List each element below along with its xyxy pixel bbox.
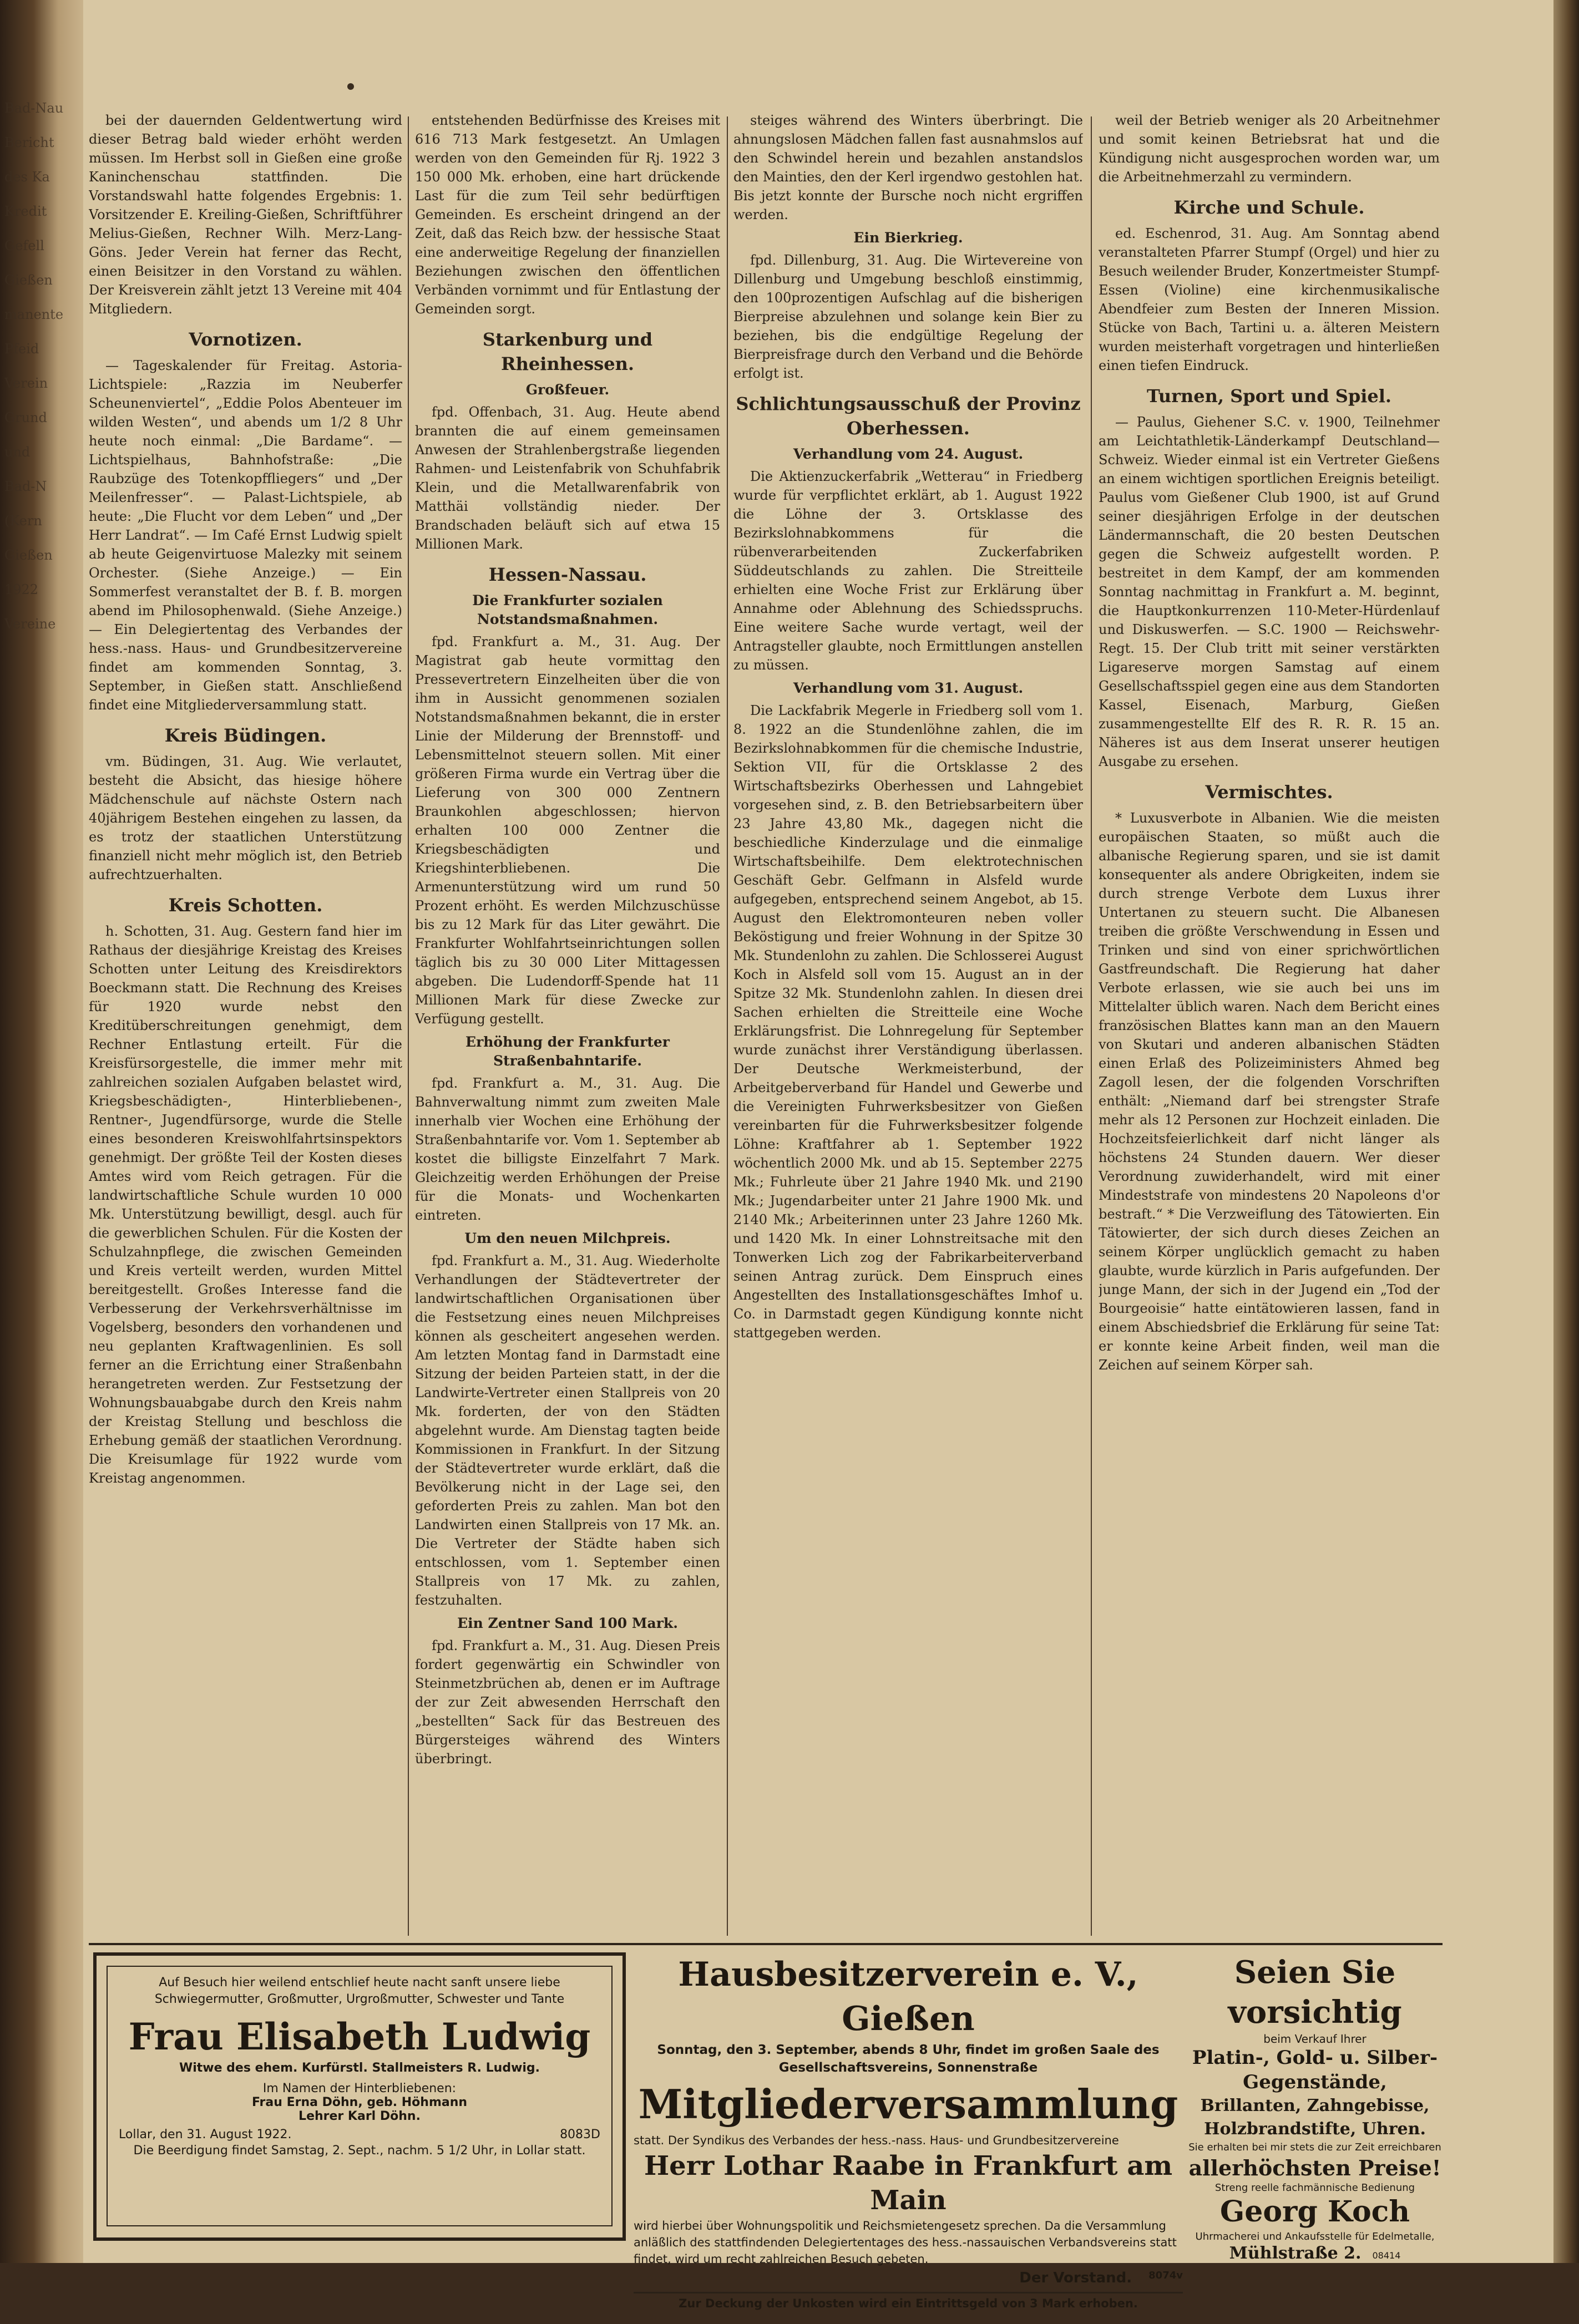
column-4 bbox=[1099, 111, 1440, 1936]
section-heading: Kreis Schotten. bbox=[168, 895, 323, 916]
funeral-note: Die Beerdigung findet Samstag, 2. Sept., nachm. 5 1/2 Uhr, in Lollar statt. bbox=[133, 2144, 586, 2158]
section-heading: Starkenburg und Rheinhessen. bbox=[482, 329, 653, 374]
section-heading: Vermischtes. bbox=[1205, 782, 1333, 803]
signature: Der Vorstand. bbox=[1019, 2270, 1132, 2286]
column-rule bbox=[408, 116, 409, 1936]
mourners-label: Im Namen der Hinterbliebenen: bbox=[262, 2082, 457, 2095]
ad-items: Platin-, Gold- u. Silber-Gegenstände, bbox=[1192, 2047, 1438, 2093]
article-text: fpd. Frankfurt a. M., 31. Aug. Der Magistrat gab heute vormittag den Pressevertretern Einzelheiten über die von ihm in Aussicht genommenen sozialen Notstandsmaßnahmen bekannt, die in erster Linie der Milderung der Brennstoff- und Lebensmittelnot steuern sollen. Mit einer größeren Firma wurde ein Vertrag über die Lieferung von 300 000 Zentnern Braunkohlen abgeschlossen; hiervon erhalten 100 000 Zentner die Kriegsbeschädigten und Kriegshinterbliebenen. Die Armenunterstützung wird um rund 50 Prozent erhöht. Es werden Milchzuschüsse bis zu 12 Mark für das Liter gewährt. Die Frankfurter Wohlfahrtseinrichtungen sollen täglich bis zu 30 000 Liter Mittagessen abgeben. Die Ludendorff-Spende hat 11 Millionen Mark für diese Zwecke zur Verfügung gestellt. bbox=[415, 634, 720, 1027]
meeting-title: Mitgliederversammlung bbox=[638, 2081, 1178, 2128]
ad-text: beim Verkauf Ihrer bbox=[1263, 2032, 1367, 2046]
article-text: steiges während des Winters überbringt. Die ahnungslosen Mädchen fallen fast ausnahmslos auf den Schwindel herein und bezahlen anstandslos den Mainties, den der Kerl irgendwo gestohlen hat. Bis jetzt konnte der Bursche noch nicht ergriffen werden. bbox=[733, 113, 1083, 222]
article-title: Die Frankfurter sozialen Notstandsmaßnahmen. bbox=[472, 592, 663, 627]
article-text: h. Schotten, 31. Aug. Gestern fand hier im Rathaus der diesjährige Kreistag des Kreises Schotten unter Leitung des Kreisdirektors Boeckmann statt. Die Rechnung des Kreises für 1920 wurde nebst den Kreditüberschreitungen genehmigt, dem Rechner Entlastung erteilt. Für die Kreisfürsorgestelle, die immer mehr mit zahlreichen sozialen Aufgaben belastet wird, Kriegsbeschädigten-, Hinterbliebenen-, Rentner-, Jugendfürsorge, wurde die Stelle eines besonderen Kreiswohlfahrtsinspektors genehmigt. Der größte Teil der Kosten dieses Amtes wird vom Reich getragen. Für die landwirtschaftliche Schule wurden 10 000 Mk. Unterstützung bewilligt, desgl. auch für die gewerblichen Schulen. Für die Kosten der Schulzahnpflege, die zwischen Gemeinden und Kreis verteilt werden, wurden Mittel bereitgestellt. Großes Interesse fand die Verbesserung der Verkehrsverhältnisse im Vogelsberg, besonders den vorhandenen und neu geplanten Kraftwagenlinien. Es soll ferner an die Errichtung einer Straßenbahn herangetreten werden. Zur Festsetzung der Wohnungsbauabgabe durch den Kreis nahm der Kreistag Stellung und beschloss die Erhebung gemäß der staatlichen Verordnung. Die Kreisumlage für 1922 wurde vom Kreistag angenommen. bbox=[89, 923, 402, 1486]
article-title: Um den neuen Milchpreis. bbox=[464, 1230, 671, 1246]
adjacent-page-fragments: Bad-Nau Bericht des Ka Kredit Gefell Gießen manente Pfeid Verein Grund und Bad-N (Kern Gießen 1922 Vereine bbox=[4, 100, 64, 632]
article-text: * Luxusverbote in Albanien. Wie die meisten europäischen Staaten, so müßt auch die albanische Regierung sparen, und sie ist damit konsequenter als andere Obrigkeiten, indem sie durch strenge Verbote dem Luxus ihrer Untertanen zu steuern sucht. Die Albanesen treiben die größte Verschwendung in Essen und Trinken und sind von einer sprichwörtlichen Gastfreundschaft. Die Regierung hat daher Verbote erlassen, wie sie auch bei uns im Mittelalter üblich waren. Nach dem Bericht eines französischen Blattes kann man an den Mauern von Skutari und anderen albanischen Städten einen Erlaß des Polizeiministers Ahmed beg Zagoll lesen, der die folgenden Vorschriften enthält: „Niemand darf bei strengster Strafe mehr als 12 Personen zur Hochzeit einladen. Die Hochzeitsfeierlichkeit darf nicht länger als höchstens 24 Stunden dauern. Wer dieser Verordnung zuwiderhandelt, wird mit einer Mindeststrafe von mindestens 20 Napoleons d'or bestraft.“ * Die Verzweiflung des Tätowierten. Ein Tätowierter, der sich durch dieses Zeichen an seinem Körper unglücklich gemacht zu haben glaubte, wurde kürzlich in Paris aufgefunden. Der junge Mann, der sich in der Jugend ein „Tod der Bourgeoisie“ hatte eintätowieren lassen, fand in einem Abschiedsbrief die Erklärung für seine Tat: er konnte keine Arbeit finden, weil man die Zeichen auf seinem Körper sah. bbox=[1099, 810, 1440, 1373]
binding-hole bbox=[347, 83, 354, 90]
ads-divider bbox=[89, 1943, 1443, 1945]
section-heading: Vornotizen. bbox=[189, 329, 302, 350]
article-text: Die Aktienzuckerfabrik „Wetterau“ in Friedberg wurde für verpflichtet erklärt, ab 1. August 1922 die Löhne der 3. Ortsklasse des Bezirkslohnabkommens für die rübenverarbeitenden Zuckerfabriken Süddeutschlands zu zahlen. Die Streitteile erhielten eine Woche Frist zur Erklärung über Annahme oder Ablehnung des Schiedsspruchs. Eine weitere Sache wurde vertagt, weil der Antragsteller glaubte, noch Ermittlungen anstellen zu müssen. bbox=[733, 469, 1083, 673]
obituary-ad bbox=[93, 1952, 626, 2241]
column-1 bbox=[89, 111, 402, 1936]
column-rule bbox=[1091, 116, 1092, 1936]
koch-ad bbox=[1187, 1952, 1443, 2313]
meeting-details: Sonntag, den 3. September, abends 8 Uhr, findet im großen Saale des Gesellschaftsvereins, Sonnenstraße bbox=[657, 2043, 1160, 2075]
association-title: Hausbesitzerverein e. V., Gießen bbox=[678, 1955, 1138, 2038]
article-title: Ein Bierkrieg. bbox=[853, 230, 963, 246]
article-title: Verhandlung vom 31. August. bbox=[793, 680, 1024, 696]
shop-address: Mühlstraße 2. bbox=[1229, 2244, 1362, 2263]
shop-name: Georg Koch bbox=[1219, 2195, 1410, 2229]
article-title: Erhöhung der Frankfurter Straßenbahntarife. bbox=[465, 1034, 670, 1069]
article-text: fpd. Frankfurt a. M., 31. Aug. Die Bahnverwaltung nimmt zum zweiten Male innerhalb vier Wochen eine Erhöhung der Straßenbahntarife vor. Vom 1. September ab kostet die billigste Einzelfahrt 7 Mark. Gleichzeitig werden Erhöhungen der Preise für die Monats- und Wochenkarten eintreten. bbox=[415, 1075, 720, 1223]
article-text: fpd. Dillenburg, 31. Aug. Die Wirtevereine von Dillenburg und Umgebung beschloß einstimmig, den 100prozentigen Aufschlag auf die bisherigen Bierpreise abzulehnen und solange kein Bier zu beziehen, bis die endgültige Regelung der Bierpreisfrage durch den Verband und die Behörde erfolgt ist. bbox=[733, 252, 1083, 381]
article-title: Ein Zentner Sand 100 Mark. bbox=[457, 1615, 678, 1631]
mourner-2: Lehrer Karl Döhn. bbox=[298, 2109, 421, 2123]
section-heading: Schlichtungsausschuß der Provinz Oberhessen. bbox=[736, 393, 1081, 439]
section-heading: Hessen-Nassau. bbox=[488, 564, 647, 585]
column-3 bbox=[733, 111, 1083, 1936]
meeting-topic: wird hierbei über Wohnungspolitik und Reichsmietengesetz sprechen. Da die Versammlung anläßlich des stattfindenden Delegiertentages des hess.-nassauischen Verbandsvereins statt findet, wird um recht zahlreichen Besuch gebeten. bbox=[634, 2219, 1177, 2266]
article-text: weil der Betrieb weniger als 20 Arbeitnehmer und somit keinen Betriebsrat hat und die Kündigung nicht ausgesprochen worden war, um die Arbeitnehmerzahl zu vermindern. bbox=[1099, 113, 1440, 185]
section-heading: Kirche und Schule. bbox=[1173, 197, 1365, 218]
page-edge bbox=[1553, 0, 1579, 2263]
article-text: fpd. Offenbach, 31. Aug. Heute abend brannten die auf einem gemeinsamen Anwesen der Strahlenbergstraße liegenden Rahmen- und Leistenfabrik von Schuhfabrik Klein, und die Metallwarenfabrik von Matthäi vollständig nieder. Der Brandschaden beläuft sich auf etwa 15 Millionen Mark. bbox=[415, 404, 720, 552]
article-title: Verhandlung vom 24. August. bbox=[793, 446, 1024, 462]
section-heading: Turnen, Sport und Spiel. bbox=[1146, 385, 1392, 407]
ad-code: 08414 bbox=[1372, 2250, 1401, 2261]
article-text: — Paulus, Giehener S.C. v. 1900, Teilnehmer am Leichtathletik-Länderkampf Deutschland—Schweiz. Wieder einmal ist ein Vertreter Gießens an einem wichtigen sportlichen Ereignis beteiligt. Paulus vom Gießener Club 1900, ist auf Grund seiner diesjährigen Erfolge in der deutschen Ländermannschaft, die 20 besten Deutschen gegen die Schweiz aufgestellt worden. P. bestreitet in dem Kampf, der am kommenden Sonntag nachmittag in Frankfurt a. M. beginnt, die Hauptkonkurrenzen 110-Meter-Hürdenlauf und Diskuswerfen. — S.C. 1900 — Reichswehr-Regt. 15. Der Club tritt mit seiner verstärkten Ligareserve morgen Samstag auf einem Gesellschaftsspiel gegen eine aus dem Standorten Kassel, Eisenach, Marburg, Gießen zusammengestellte Elf des R. R. R. 15 an. Näheres ist aus dem Inserat unserer heutigen Ausgabe zu ersehen. bbox=[1099, 414, 1440, 769]
article-text: fpd. Frankfurt a. M., 31. Aug. Wiederholte Verhandlungen der Städtevertreter der landwirtschaftlichen Organisationen über die Festsetzung eines neuen Milchpreises können als gescheitert angesehen werden. Am letzten Montag fand in Darmstadt eine Sitzung der beiden Parteien statt, in der die Landwirte-Vertreter einen Stallpreis von 20 Mk. forderten, der von den Städten abgelehnt wurde. Am Dienstag tagten beide Kommissionen in Frankfurt. In der Sitzung der Städtevertreter wurde erklärt, daß die Bevölkerung nicht in der Lage sei, den geforderten Preis zu zahlen. Man bot den Landwirten einen Stallpreis von 17 Mk. an. Die Vertreter der Städte haben sich entschlossen, vom 1. September einen Stallpreis von 17 Mk. zu zahlen, festzuhalten. bbox=[415, 1253, 720, 1608]
adjacent-page-margin bbox=[0, 0, 83, 2263]
hausbesitzer-ad bbox=[634, 1952, 1183, 2324]
ad-text: Sie erhalten bei mir stets die zur Zeit erreichbaren bbox=[1188, 2142, 1441, 2153]
column-2 bbox=[415, 111, 720, 1936]
section-heading: Kreis Büdingen. bbox=[164, 725, 327, 746]
ad-items: Brillanten, Zahngebisse, Holzbrandstifte, Uhren. bbox=[1200, 2096, 1430, 2139]
article-title: Großfeuer. bbox=[525, 382, 610, 398]
column-rule bbox=[727, 116, 728, 1936]
ad-code: 8074v bbox=[1148, 2270, 1183, 2281]
article-text: fpd. Frankfurt a. M., 31. Aug. Diesen Preis fordert gegenwärtig ein Schwindler von Steinmetzbrüchen ab, denen er im Auftrage der zur Zeit abwesenden Herrschaft den „bestellten“ Sack für das Bestreuen des Bürgersteiges während des Winters überbringt. bbox=[415, 1638, 720, 1767]
ad-text: Streng reelle fachmännische Bedienung bbox=[1214, 2182, 1415, 2194]
article-text: — Tageskalender für Freitag. Astoria-Lichtspiele: „Razzia im Neuberfer Scheunenviertel“, „Eddie Polos Abenteuer im wilden Westen“, und abends um 1/2 8 Uhr heute noch einmal: „Die Bardame“. — Lichtspielhaus, Bahnhofstraße: „Die Raubzüge des Totenkopffliegers“ und „Der Meilenfresser“. — Palast-Lichtspiele, ab heute: „Die Flucht vor dem Leben“ und „Der Herr Landrat“. — Im Café Ernst Ludwig spielt ab heute Geigenvirtuose Malezky mit seinem Orchester. (Siehe Anzeige.) — Ein Sommerfest veranstaltet der B. f. B. morgen abend im Philosophenwald. (Siehe Anzeige.) — Ein Delegiertentag des Verbandes der hess.-nass. Haus- und Grundbesitzervereine findet am kommenden Sonntag, 3. September, in Gießen statt. Anschließend findet eine Mitgliederversammlung statt. bbox=[89, 358, 402, 713]
ad-code: 8083D bbox=[560, 2128, 600, 2142]
meeting-text: statt. Der Syndikus des Verbandes der hess.-nass. Haus- und Grundbesitzervereine bbox=[634, 2134, 1119, 2147]
obituary-intro: Auf Besuch hier weilend entschlief heute nacht sanft unsere liebe Schwiegermutter, Großmutter, Urgroßmutter, Schwester und Tante bbox=[154, 1976, 565, 2006]
article-text: vm. Büdingen, 31. Aug. Wie verlautet, besteht die Absicht, das hiesige höhere Mädchenschule auf nächste Ostern nach 40jährigem Bestehen eingehen zu lassen, da es trotz der staatlichen Unterstützung finanziell nicht mehr möglich ist, den Betrieb aufrechtzuerhalten. bbox=[89, 754, 402, 882]
article-text: bei der dauernden Geldentwertung wird dieser Betrag bald wieder erhöht werden müssen. Im Herbst soll in Gießen eine große Kaninchenschau stattfinden. Die Vorstandswahl hatte folgendes Ergebnis: 1. Vorsitzender E. Kreiling-Gießen, Schriftführer Melius-Gießen, Rechner Wilh. Merz-Lang-Göns. Jeder Verein hat ferner das Recht, einen Beisitzer in den Vorstand zu wählen. Der Kreisverein zählt jetzt 13 Vereine mit 404 Mitgliedern. bbox=[89, 113, 402, 317]
article-text: entstehenden Bedürfnisse des Kreises mit 616 713 Mark festgesetzt. An Umlagen werden von den Gemeinden für Rj. 1922 3 150 000 Mk. erhoben, eine hart drückende Last für die zum Teil sehr bedürftigen Gemeinden. Es erscheint dringend an der Zeit, daß das Reich bzw. der hessische Staat eine anderweitige Regelung der finanziellen Beziehungen zwischen den öffentlichen Verbänden vornimmt und für Entlastung der Gemeinden sorgt. bbox=[415, 113, 720, 317]
ad-slogan: allerhöchsten Preise! bbox=[1188, 2155, 1441, 2180]
mourner-1: Frau Erna Döhn, geb. Höhmann bbox=[251, 2095, 468, 2109]
place-date: Lollar, den 31. August 1922. bbox=[119, 2128, 292, 2142]
obituary-name: Frau Elisabeth Ludwig bbox=[128, 2015, 591, 2058]
ad-headline: Seien Sie vorsichtig bbox=[1228, 1954, 1402, 2031]
ad-text: Uhrmacherei und Ankaufsstelle für Edelmetalle, bbox=[1195, 2231, 1435, 2242]
article-text: ed. Eschenrod, 31. Aug. Am Sonntag abend veranstalteten Pfarrer Stumpf (Orgel) und hier zu Besuch weilender Bruder, Konzertmeister Stumpf-Essen (Violine) eine kirchenmusikalische Abendfeier zum Besten der Inneren Mission. Stücke von Bach, Tartini u. a. älteren Meistern wurden meisterhaft vorgetragen und hinterließen einen tiefen Eindruck. bbox=[1099, 226, 1440, 373]
speaker-name: Herr Lothar Raabe in Frankfurt am Main bbox=[644, 2150, 1173, 2216]
article-text: Die Lackfabrik Megerle in Friedberg soll vom 1. 8. 1922 an die Stundenlöhne zahlen, die im Bezirkslohnabkommen für die chemische Industrie, Sektion VII, für die Ortsklasse 2 des Wirtschaftsbezirks Oberhessen und Lahngebiet vorgesehen sind, z. B. den Betriebsarbeitern über 23 Jahre 43,80 Mk., dagegen nicht die beschiedliche Kinderzulage und die einmalige Wirtschaftsbeihilfe. Dem elektrotechnischen Geschäft Gebr. Gelfmann in Alsfeld wurde aufgegeben, entsprechend seinem Angebot, ab 15. August den Elektromonteuren neben voller Beköstigung und freier Wohnung in der Spitze 30 Mk. Stundenlohn zu zahlen. Die Schlosserei August Koch in Alsfeld soll vom 15. August an in der Spitze 32 Mk. Stundenlohn zahlen. In diesen drei Sachen erhielten die Streitteile eine Woche Erklärungsfrist. Die Lohnregelung für September wurde zunächst ihrer Verständigung überlassen. Der Deutsche Werkmeisterbund, der Arbeitgeberverband für Handel und Gewerbe und die Vereinigten Fuhrwerksbesitzer von Gießen vereinbarten für die Fuhrwerksbesitzer folgende Löhne: Kraftfahrer ab 1. September 1922 wöchentlich 2000 Mk. und ab 15. September 2275 Mk.; Fuhrleute über 21 Jahre 1940 Mk. und 2190 Mk.; Jugendarbeiter unter 21 Jahre 1900 Mk. und 2140 Mk.; Arbeiterinnen unter 23 Jahre 1260 Mk. und 1420 Mk. In einer Lohnstreitsache mit den Tonwerken Lich zog der Fabrikarbeiterverband seinen Antrag zurück. Dem Einspruch eines Angestellten des Installationsgeschäftes Imhof u. Co. in Darmstadt gegen Kündigung konnte nicht stattgegeben werden. bbox=[733, 703, 1083, 1341]
entry-fee-note: Zur Deckung der Unkosten wird ein Eintrittsgeld von 3 Mark erhoben. bbox=[634, 2292, 1183, 2310]
obituary-subtitle: Witwe des ehem. Kurfürstl. Stallmeisters R. Ludwig. bbox=[179, 2061, 540, 2075]
